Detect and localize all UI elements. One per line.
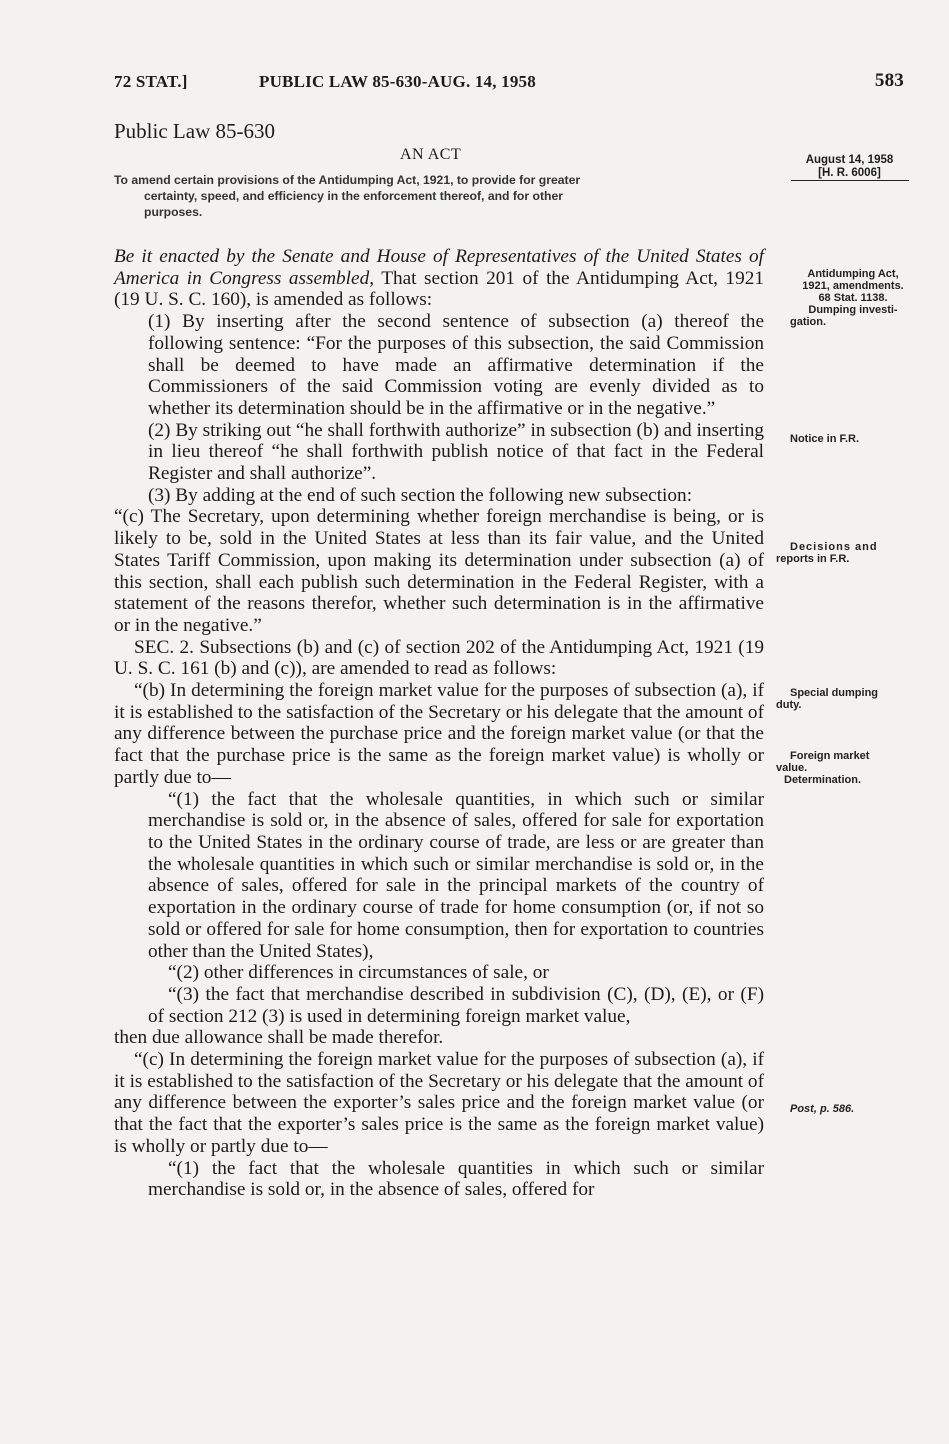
subsection-c: “(c) In determining the foreign market value for the purposes of subsection (a), if it is established to the satisfaction of the Secretary or his delegate that the amount of any difference between the exporter’s sales price and the foreign market value (or that the fact that the exporter’s sales price is the same as the foreign market value) is wholly or partly due to— bbox=[114, 1049, 764, 1157]
margin-note-line: reports in F.R. bbox=[776, 553, 850, 565]
purpose-line-3: purposes. bbox=[144, 205, 203, 219]
statute-body bbox=[114, 246, 764, 1201]
margin-note-line: 68 Stat. 1138. bbox=[818, 292, 888, 304]
clause-b-2: “(2) other differences in circumstances of sale, or bbox=[168, 962, 549, 984]
subsection-b: “(b) In determining the foreign market value for the purposes of subsection (a), if it is established to the satisfaction of the Secretary or his delegate that the amount of any difference between the purchase price and the foreign market value (or that the fact that the purchase price is the same as the foreign market value) is wholly or partly due to— bbox=[114, 680, 764, 788]
clause-c-1: “(1) the fact that the wholesale quantities in which such or similar merchandise is sold or, in the absence of sales, offered for bbox=[148, 1157, 764, 1201]
new-subsection-c: “(c) The Secretary, upon determining whether foreign merchandise is being, or is likely to be, sold in the United States at less than its fair value, and the United States Tariff Commission, upon making its determination under subsection (a) of this section, shall each publish such determination in the Federal Register, with a statement of the reasons therefor, whether such determination is in the affirmative or in the negative.” bbox=[114, 506, 764, 636]
margin-note-line: Special dumping bbox=[790, 687, 879, 699]
margin-note-line: Determination. bbox=[784, 774, 862, 786]
date-note bbox=[787, 154, 912, 181]
margin-note-line: gation. bbox=[790, 316, 827, 328]
margin-note-notice: Notice in F.R. bbox=[790, 433, 860, 445]
section-2-label: SEC. 2. bbox=[134, 636, 194, 658]
section-2 bbox=[114, 637, 764, 680]
margin-note-decisions bbox=[776, 541, 878, 565]
margin-note-post: Post, p. 586. bbox=[790, 1103, 855, 1115]
header-title: PUBLIC LAW 85-630-AUG. 14, 1958 bbox=[259, 72, 536, 91]
date-line: August 14, 1958 bbox=[805, 154, 894, 166]
running-header bbox=[114, 64, 904, 92]
enacting-italic: Be it enacted by the Senate and House of Representatives of the United States of America in Congress assembled, bbox=[114, 246, 764, 289]
purpose-line-2: certainty, speed, and efficiency in the enforcement thereof, and for other bbox=[144, 189, 563, 203]
law-number-block bbox=[114, 118, 275, 144]
margin-note-line: duty. bbox=[776, 699, 802, 711]
bill-number: [H. R. 6006] bbox=[791, 167, 909, 181]
law-number: Public Law 85-630 bbox=[114, 119, 275, 143]
margin-note-line: Dumping investi- bbox=[808, 304, 898, 316]
margin-note-line: Antidumping Act, bbox=[807, 268, 899, 280]
margin-note-line: Decisions and bbox=[790, 541, 878, 553]
margin-note-line: value. bbox=[776, 762, 808, 774]
margin-note-foreign-value bbox=[776, 750, 869, 786]
margin-note-special-duty bbox=[776, 687, 878, 711]
amendment-1: (1) By inserting after the second sentence of subsection (a) thereof the following sentence: “For the purposes of this subsection, the said Commission shall be deemed to have made an affirmative determination if the Commissioners of the said Commission voting are evenly divided as to whether its determination should be in the affirmative or in the negative.” bbox=[148, 311, 764, 419]
page-number: 583 bbox=[874, 70, 904, 91]
amendment-3: (3) By adding at the end of such section the following new subsection: bbox=[148, 484, 693, 506]
margin-note-line: Foreign market bbox=[790, 750, 870, 762]
purpose-line-1: To amend certain provisions of the Antidumping Act, 1921, to provide for greater bbox=[114, 173, 581, 187]
margin-note-antidumping bbox=[788, 268, 918, 328]
enacting-rest: That section 201 of the Antidumping Act, 1921 (19 U. S. C. 160), is amended as follows: bbox=[114, 267, 764, 311]
enacting-clause bbox=[114, 246, 764, 311]
act-purpose bbox=[114, 172, 758, 220]
act-label: AN ACT bbox=[400, 146, 462, 163]
volume-reference: 72 STAT.] bbox=[114, 72, 188, 91]
allowance-line: then due allowance shall be made therefor. bbox=[114, 1027, 444, 1049]
clause-b-1: “(1) the fact that the wholesale quantities, in which such or similar merchandise is sold or, in the absence of sales, offered for sale for exportation to the United States in the ordinary course of trade, are less or are greater than the wholesale quantities in which such or similar merchandise is sold or, in the absence of sales, offered for sale in the principal markets of the country of exportation in the ordinary course of trade for home consumption (or, if not so sold or offered for sale for home consumption, then for exportation to countries other than the United States), bbox=[148, 788, 764, 962]
margin-note-line: 1921, amendments. bbox=[802, 280, 904, 292]
amendment-2: (2) By striking out “he shall forthwith authorize” in subsection (b) and inserting in lieu thereof “he shall forthwith publish notice of that fact in the Federal Register and shall authorize”. bbox=[148, 419, 764, 485]
clause-b-3: “(3) the fact that merchandise described in subdivision (C), (D), (E), or (F) of section 212 (3) is used in determining foreign market value, bbox=[148, 983, 764, 1027]
section-2-text: Subsections (b) and (c) of section 202 of the Antidumping Act, 1921 (19 U. S. C. 161 (b) and (c)), are amended to read as follows: bbox=[114, 636, 764, 680]
